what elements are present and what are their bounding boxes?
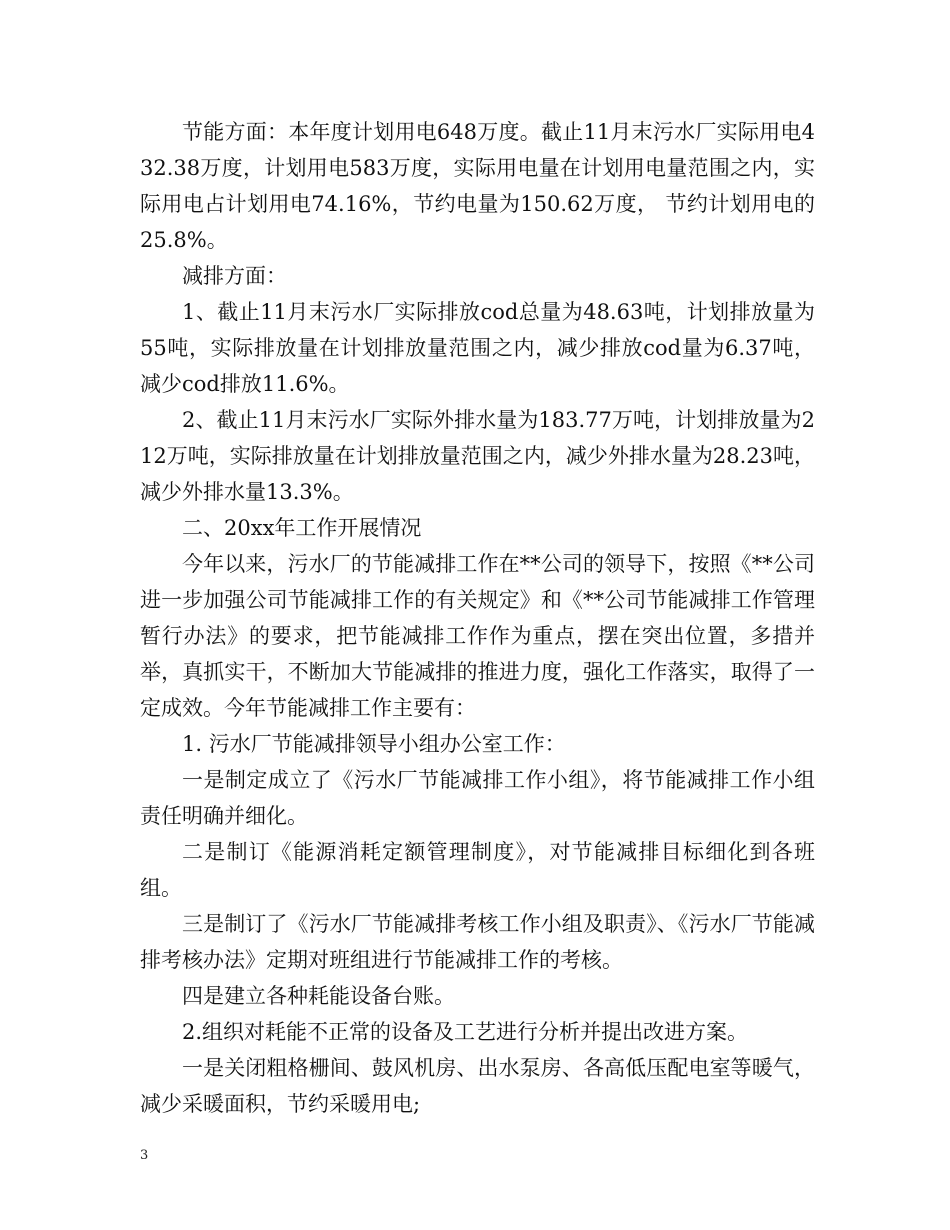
paragraph-energy-saving: 节能方面：本年度计划用电648万度。截止11月末污水厂实际用电432.38万度，计划用电583万度，实际用电量在计划用电量范围之内，实际用电占计划用电74.16%，节约电量为150.62万度， 节约计划用电的25.8%。 — [140, 120, 815, 252]
paragraph-heating-reduction: 一是关闭粗格栅间、鼓风机房、出水泵房、各高低压配电室等暖气，减少采暖面积，节约采暖用电; — [140, 1056, 815, 1116]
paragraph-work-overview: 今年以来，污水厂的节能减排工作在**公司的领导下，按照《**公司进一步加强公司节能减排工作的有关规定》和《**公司节能减排工作管理暂行办法》的要求，把节能减排工作作为重点，摆在突出位置，多措并举，真抓实干，不断加大节能减排的推进力度，强化工作落实，取得了一定成效。今年节能减排工作主要有： — [140, 552, 815, 720]
section-heading-work-progress: 二、20xx年工作开展情况 — [182, 516, 422, 540]
paragraph-item-four: 四是建立各种耗能设备台账。 — [182, 984, 455, 1008]
paragraph-item-one: 一是制定成立了《污水厂节能减排工作小组》，将节能减排工作小组责任明确并细化。 — [140, 768, 815, 828]
paragraph-emission-reduction-heading: 减排方面： — [182, 264, 287, 288]
paragraph-item-two: 二是制订《能源消耗定额管理制度》，对节能减排目标细化到各班组。 — [140, 840, 815, 900]
paragraph-cod-emission: 1、截止11月末污水厂实际排放cod总量为48.63吨，计划排放量为55吨，实际排放量在计划排放量范围之内，减少排放cod量为6.37吨，减少cod排放11.6%。 — [140, 300, 815, 396]
list-item-equipment-analysis: 2.组织对耗能不正常的设备及工艺进行分析并提出改进方案。 — [182, 1020, 749, 1044]
page-number: 3 — [140, 1148, 149, 1163]
paragraph-water-discharge: 2、截止11月末污水厂实际外排水量为183.77万吨，计划排放量为212万吨，实际排放量在计划排放量范围之内，减少外排水量为28.23吨，减少外排水量13.3%。 — [140, 408, 815, 504]
list-item-office-work: 1. 污水厂节能减排领导小组办公室工作： — [182, 732, 566, 756]
document-body — [140, 114, 815, 1122]
paragraph-item-three: 三是制订了《污水厂节能减排考核工作小组及职责》、《污水厂节能减排考核办法》定期对班组进行节能减排工作的考核。 — [140, 912, 815, 972]
